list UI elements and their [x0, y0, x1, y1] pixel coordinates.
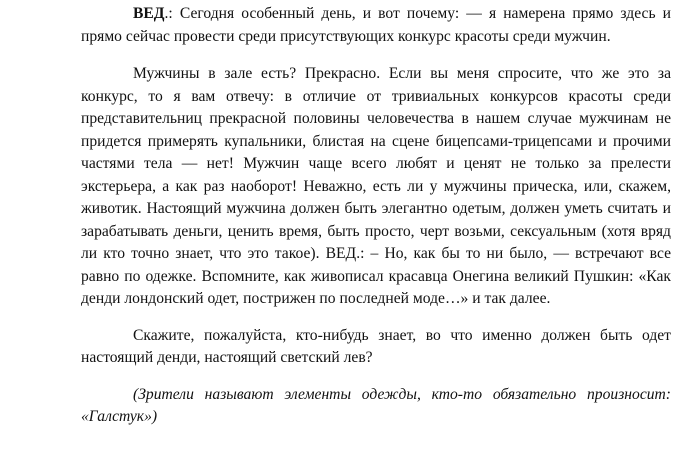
paragraph-text: Мужчины в зале есть? Прекрасно. Если вы меня спросите, что же это за конкурс, то я вам отвечу: в отличие от тривиальных конкурсов красоты среди представительниц прекрасной половины человечества в нашем случае мужчинам не придется примерять купальники, блистая на сцене бицепсами-трицепсами и прочими частями тела — нет! Мужчин чаще всего любят и ценят не только за прелести экстерьера, а как раз наоборот! Неважно, есть ли у мужчины прическа, или, скажем, животик. Настоящий мужчина должен быть элегантно одетым, должен уметь считать и зарабатывать деньги, ценить время, быть просто, черт возьми, сексуальным (хотя вряд ли кто точно знает, что это такое). ВЕД.: – Но, как бы то ни было, — встречают все равно по одежке. Вспомните, как живописал красавца Онегина великий Пушкин: «Как денди лондонский одет, пострижен по последней моде…» и так далее. — [81, 65, 671, 307]
document-page — [81, 0, 671, 429]
paragraph-monologue — [81, 63, 671, 311]
paragraph-host-intro — [81, 0, 671, 48]
paragraph-text: .: Сегодня особенный день, и вот почему: — я намерена прямо здесь и прямо сейчас провести среди присутствующих конкурс красоты среди мужчин. — [81, 5, 671, 45]
paragraph-text: Скажите, пожалуйста, кто-нибудь знает, во что именно должен быть одет настоящий денди, настоящий светский лев? — [81, 326, 671, 366]
speaker-label: ВЕД — [133, 5, 165, 22]
stage-direction — [81, 384, 671, 429]
paragraph-question — [81, 325, 671, 370]
stage-direction-text: (Зрители называют элементы одежды, кто-то обязательно произносит: «Галстук») — [81, 385, 671, 425]
